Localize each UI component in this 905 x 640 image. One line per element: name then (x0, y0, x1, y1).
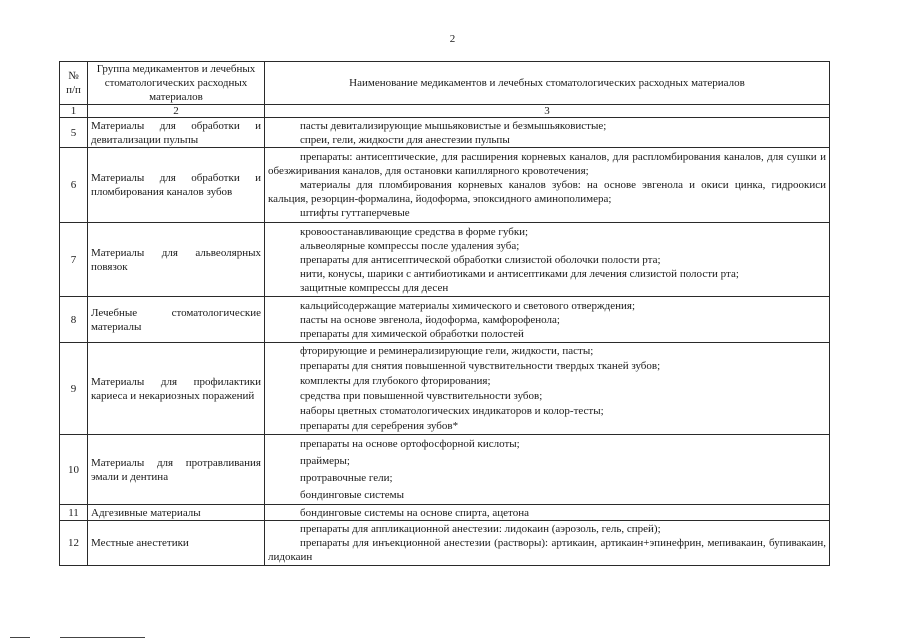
row-number: 6 (60, 148, 88, 223)
list-item: протравочные гели; (300, 471, 393, 484)
bottom-rule-right (60, 637, 145, 638)
row-items (265, 297, 830, 343)
table-row (60, 343, 830, 435)
list-item: бондинговые системы на основе спирта, ацетона (300, 506, 529, 519)
row-group: Материалы для профилактики кариеса и некариозных поражений (88, 343, 265, 435)
header-names: Наименование медикаментов и лечебных стоматологических расходных материалов (265, 62, 830, 105)
row-number: 5 (60, 118, 88, 148)
list-item: фторирующие и реминерализирующие гели, жидкости, пасты; (300, 344, 594, 357)
row-items (265, 148, 830, 223)
list-item: препараты для химической обработки полостей (300, 327, 524, 340)
list-item: комплекты для глубокого фторирования; (300, 374, 491, 387)
table-row (60, 223, 830, 297)
row-group: Лечебные стоматологические материалы (88, 297, 265, 343)
list-item: препараты для аппликационной анестезии: лидокаин (аэрозоль, гель, спрей); (300, 523, 661, 535)
table-row (60, 505, 830, 521)
list-item: альвеолярные компрессы после удаления зуба; (300, 239, 520, 252)
list-item: препараты: антисептические, для расширения корневых каналов, для распломбирования каналов, для сушки и обезжиривания каналов, для остановки капиллярного кровотечения; (268, 151, 826, 177)
list-item: спреи, гели, жидкости для анестезии пульпы (300, 133, 510, 146)
header-group: Группа медикаментов и лечебных стоматологических расходных материалов (88, 62, 265, 105)
row-number: 9 (60, 343, 88, 435)
column-index-row (60, 105, 830, 118)
row-items (265, 343, 830, 435)
row-group: Местные анестетики (88, 521, 265, 566)
list-item: кровоостанавливающие средства в форме губки; (300, 225, 529, 238)
table-row (60, 521, 830, 566)
list-item: наборы цветных стоматологических индикаторов и колор-тесты; (300, 404, 604, 417)
list-item: праймеры; (300, 454, 350, 467)
row-group: Материалы для протравливания эмали и дентина (88, 435, 265, 505)
list-item: пасты на основе эвгенола, йодоформа, камфорофенола; (300, 313, 560, 326)
list-item: препараты на основе ортофосфорной кислоты; (300, 437, 520, 450)
row-group: Материалы для обработки и девитализации пульпы (88, 118, 265, 148)
page-number: 2 (449, 33, 456, 45)
table-row (60, 297, 830, 343)
row-number: 8 (60, 297, 88, 343)
row-items (265, 435, 830, 505)
header-number: № п/п (60, 62, 88, 105)
row-group: Адгезивные материалы (88, 505, 265, 521)
table-row (60, 148, 830, 223)
row-items (265, 118, 830, 148)
list-item: препараты для серебрения зубов* (300, 419, 459, 432)
list-item: препараты для снятия повышенной чувствительности твердых тканей зубов; (300, 359, 661, 372)
column-index-2: 2 (88, 105, 265, 118)
column-index-3: 3 (265, 105, 830, 118)
row-items (265, 521, 830, 566)
row-items (265, 505, 830, 521)
list-item: кальцийсодержащие материалы химического и светового отверждения; (300, 299, 636, 312)
list-item: средства при повышенной чувствительности зубов; (300, 389, 543, 402)
row-items (265, 223, 830, 297)
table-row (60, 435, 830, 505)
row-number: 7 (60, 223, 88, 297)
list-item: препараты для инъекционной анестезии (растворы): артикаин, артикаин+эпинефрин, мепивакаин, бупивакаин, лидокаин (268, 537, 826, 563)
list-item: нити, конусы, шарики с антибиотиками и антисептиками для лечения слизистой полости рта; (300, 267, 739, 280)
bottom-rule-left (10, 637, 30, 638)
row-number: 10 (60, 435, 88, 505)
list-item: препараты для антисептической обработки слизистой оболочки полости рта; (300, 253, 661, 266)
list-item: пасты девитализирующие мышьяковистые и безмышьяковистые; (300, 119, 607, 132)
list-item: защитные компрессы для десен (300, 281, 449, 294)
list-item: бондинговые системы (300, 488, 405, 501)
column-index-1: 1 (60, 105, 88, 118)
row-group: Материалы для альвеолярных повязок (88, 223, 265, 297)
list-item: штифты гуттаперчевые (300, 207, 410, 219)
row-number: 12 (60, 521, 88, 566)
medications-table (59, 61, 830, 566)
list-item: материалы для пломбирования корневых каналов зубов: на основе эвгенола и окиси цинка, гидроокиси кальция, резорцин-формалина, йодоформа, эпоксидного аминополимера; (268, 179, 826, 205)
header-row (60, 62, 830, 105)
row-group: Материалы для обработки и пломбирования каналов зубов (88, 148, 265, 223)
row-number: 11 (60, 505, 88, 521)
table-row (60, 118, 830, 148)
